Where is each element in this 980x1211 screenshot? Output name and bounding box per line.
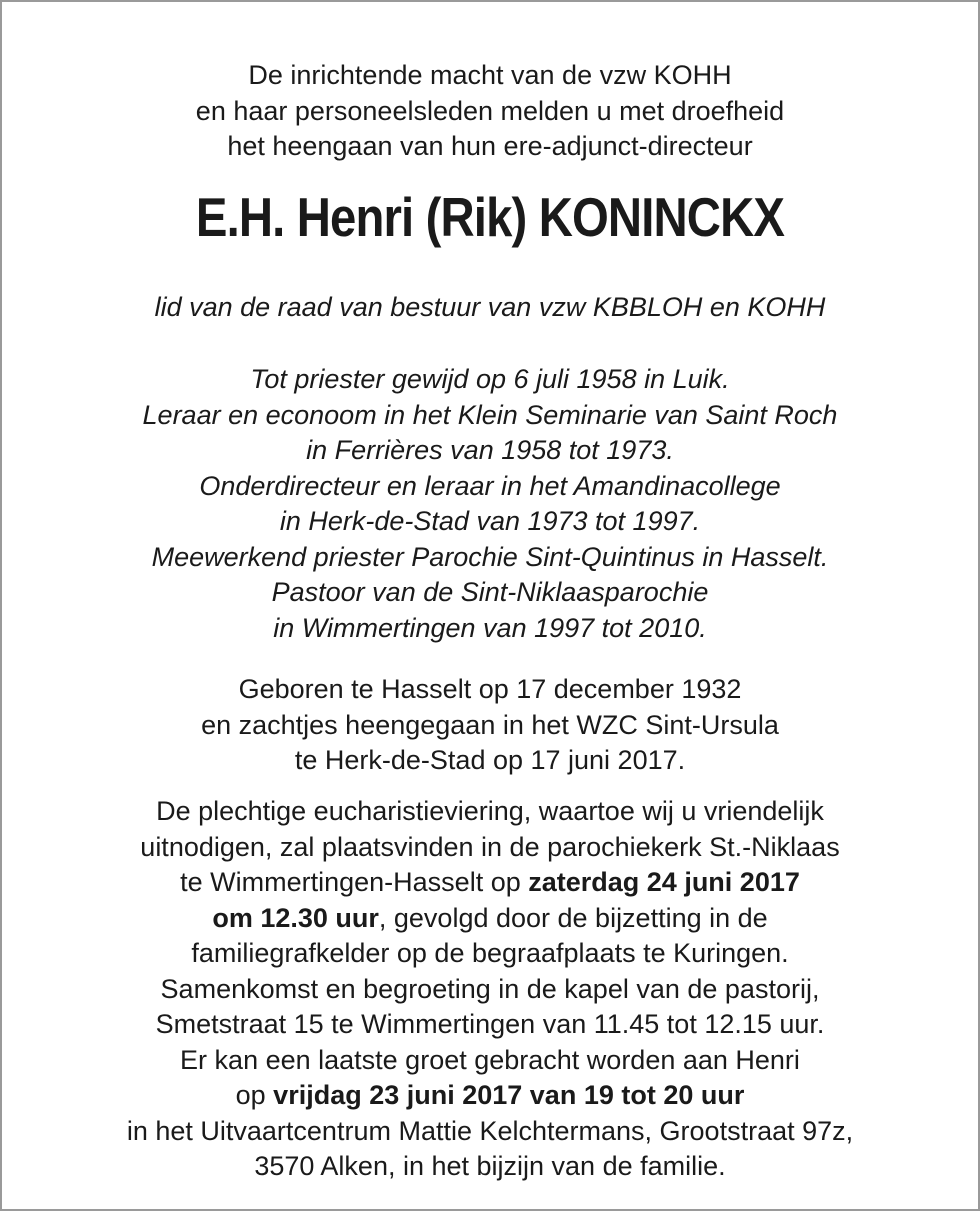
intro-text <box>2 58 978 165</box>
service-line: Er kan een laatste groet gebracht worden aan Henri <box>180 1044 800 1075</box>
service-line <box>2 865 978 901</box>
career-line: in Ferrières van 1958 tot 1973. <box>306 435 674 465</box>
deceased-name: E.H. Henri (Rik) KONINCKX <box>195 186 785 248</box>
service-time: om 12.30 uur <box>212 902 379 933</box>
career-line: Onderdirecteur en leraar in het Amandinacollege <box>199 470 781 501</box>
service-line: 3570 Alken, in het bijzijn van de familie. <box>254 1151 726 1181</box>
board-membership <box>2 290 978 326</box>
service-line: Samenkomst en begroeting in de kapel van de pastorij, <box>160 973 820 1004</box>
service-details <box>2 794 978 1185</box>
service-line: uitnodigen, zal plaatsvinden in de parochiekerk St.-Niklaas <box>140 831 840 862</box>
service-line <box>2 901 978 937</box>
service-text: , gevolgd door de bijzetting in de <box>378 902 768 933</box>
career-line: in Wimmertingen van 1997 tot 2010. <box>273 612 707 643</box>
service-text: te Wimmertingen-Hasselt op <box>180 867 529 897</box>
service-line: Smetstraat 15 te Wimmertingen van 11.45 tot 12.15 uur. <box>155 1009 825 1039</box>
career-line: in Herk-de-Stad van 1973 tot 1997. <box>279 506 701 536</box>
service-line: in het Uitvaartcentrum Mattie Kelchtermans, Grootstraat 97z, <box>126 1115 854 1146</box>
service-line: De plechtige eucharistieviering, waartoe wij u vriendelijk <box>156 796 824 826</box>
birth-line: en zachtjes heengegaan in het WZC Sint-Ursula <box>201 709 779 740</box>
service-text: op <box>235 1080 274 1110</box>
birth-death-text <box>2 672 978 779</box>
career-line: Meewerkend priester Parochie Sint-Quintinus in Hasselt. <box>151 541 829 572</box>
service-date: zaterdag 24 juni 2017 <box>528 867 800 897</box>
service-line: familiegrafkelder op de begraafplaats te Kuringen. <box>191 938 789 968</box>
career-line: Pastoor van de Sint-Niklaasparochie <box>271 577 709 607</box>
career-text <box>2 362 978 646</box>
subtitle-line: lid van de raad van bestuur van vzw KBBLOH en KOHH <box>154 292 826 322</box>
intro-line: en haar personeelsleden melden u met droefheid <box>195 95 785 126</box>
career-line: Tot priester gewijd op 6 juli 1958 in Luik. <box>250 364 730 394</box>
birth-line: te Herk-de-Stad op 17 juni 2017. <box>294 745 686 775</box>
birth-line: Geboren te Hasselt op 17 december 1932 <box>238 674 742 704</box>
intro-line: De inrichtende macht van de vzw KOHH <box>248 60 732 90</box>
deceased-name-block <box>2 182 978 252</box>
farewell-datetime: vrijdag 23 juni 2017 van 19 tot 20 uur <box>273 1080 745 1110</box>
career-line: Leraar en econoom in het Klein Seminarie van Saint Roch <box>142 399 838 430</box>
intro-line: het heengaan van hun ere-adjunct-directeur <box>227 131 753 161</box>
service-line <box>2 1078 978 1114</box>
